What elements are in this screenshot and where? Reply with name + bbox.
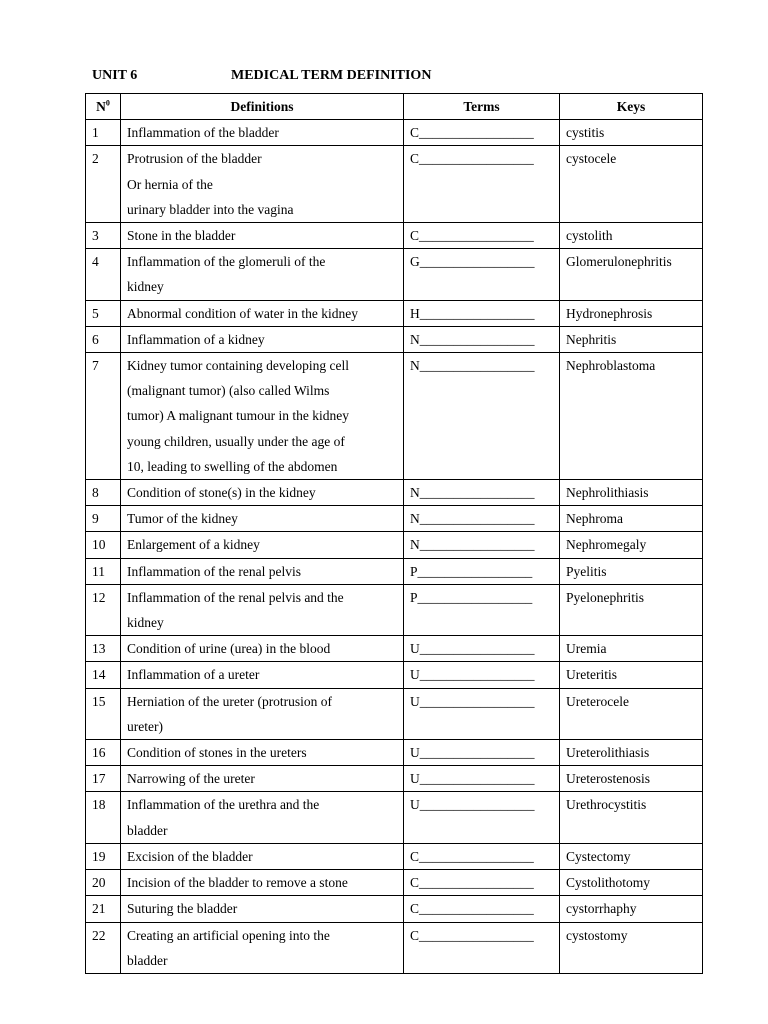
- table-row: [86, 506, 703, 532]
- row-number: 20: [86, 870, 121, 896]
- key-cell: Nephroblastoma: [560, 353, 703, 480]
- key-cell: Ureteritis: [560, 662, 703, 688]
- table-row: [86, 843, 703, 869]
- key-cell: Uremia: [560, 636, 703, 662]
- unit-label: UNIT 6: [92, 68, 138, 83]
- definition-cell: [121, 843, 404, 869]
- term-cell: [404, 792, 560, 843]
- key-cell: Ureterocele: [560, 688, 703, 739]
- row-number: 22: [86, 922, 121, 973]
- row-number: 8: [86, 480, 121, 506]
- definition-cell: [121, 896, 404, 922]
- definition-text: Suturing the bladder: [127, 901, 238, 917]
- term-blank-line: _________________: [419, 358, 535, 374]
- term-cell: [404, 662, 560, 688]
- definition-text: bladder: [127, 822, 168, 838]
- key-cell: Ureterolithiasis: [560, 740, 703, 766]
- term-cell: [404, 326, 560, 352]
- table-row: [86, 249, 703, 300]
- term-blank-line: _________________: [419, 693, 535, 709]
- row-number: 3: [86, 223, 121, 249]
- row-number: 14: [86, 662, 121, 688]
- table-row: [86, 146, 703, 223]
- term-initial-letter: U: [410, 693, 420, 709]
- term-blank-line: _________________: [419, 848, 534, 864]
- definition-cell: [121, 300, 404, 326]
- key-cell: cystocele: [560, 146, 703, 223]
- definition-text: tumor) A malignant tumour in the kidney: [127, 408, 349, 424]
- column-header-definitions: Definitions: [121, 94, 404, 120]
- term-cell: [404, 146, 560, 223]
- term-initial-letter: N: [410, 511, 420, 527]
- term-cell: [404, 506, 560, 532]
- term-blank-line: _________________: [419, 151, 534, 167]
- definition-cell: [121, 506, 404, 532]
- row-number: 7: [86, 353, 121, 480]
- definition-text: Creating an artificial opening into the: [127, 927, 330, 943]
- definition-cell: [121, 922, 404, 973]
- term-initial-letter: N: [410, 331, 420, 347]
- definition-cell: [121, 636, 404, 662]
- term-initial-letter: P: [410, 589, 418, 605]
- term-initial-letter: G: [410, 254, 420, 270]
- term-blank-line: _________________: [419, 797, 535, 813]
- definition-text: Inflammation of the bladder: [127, 125, 279, 141]
- definition-text: Narrowing of the ureter: [127, 771, 255, 787]
- row-number: 6: [86, 326, 121, 352]
- definition-text: Inflammation of the glomeruli of the: [127, 254, 326, 270]
- key-cell: cystorrhaphy: [560, 896, 703, 922]
- table-row: [86, 662, 703, 688]
- term-initial-letter: N: [410, 537, 420, 553]
- definition-text: kidney: [127, 615, 164, 631]
- definition-cell: [121, 558, 404, 584]
- definition-text: Inflammation of a ureter: [127, 667, 260, 683]
- definition-cell: [121, 870, 404, 896]
- definition-text: Condition of urine (urea) in the blood: [127, 641, 331, 657]
- table-header-row: [86, 94, 703, 120]
- row-number: 2: [86, 146, 121, 223]
- definition-text: Protrusion of the bladder: [127, 151, 262, 167]
- definition-cell: [121, 223, 404, 249]
- term-cell: [404, 480, 560, 506]
- table-row: [86, 766, 703, 792]
- column-header-number: [86, 94, 121, 120]
- term-cell: [404, 584, 560, 635]
- row-number: 10: [86, 532, 121, 558]
- term-cell: [404, 249, 560, 300]
- table-row: [86, 532, 703, 558]
- term-cell: [404, 636, 560, 662]
- row-number: 21: [86, 896, 121, 922]
- table-row: [86, 896, 703, 922]
- page-title: MEDICAL TERM DEFINITION: [231, 68, 432, 83]
- row-number: 11: [86, 558, 121, 584]
- key-cell: Cystectomy: [560, 843, 703, 869]
- definition-cell: [121, 532, 404, 558]
- term-initial-letter: C: [410, 151, 420, 167]
- term-blank-line: _________________: [419, 641, 535, 657]
- row-number: 9: [86, 506, 121, 532]
- row-number: 5: [86, 300, 121, 326]
- term-initial-letter: C: [410, 927, 420, 943]
- term-initial-letter: U: [410, 745, 420, 761]
- definition-text: Inflammation of the renal pelvis and the: [127, 589, 344, 605]
- table-row: [86, 688, 703, 739]
- term-initial-letter: U: [410, 771, 420, 787]
- key-cell: Urethrocystitis: [560, 792, 703, 843]
- key-cell: Cystolithotomy: [560, 870, 703, 896]
- term-blank-line: _________________: [419, 667, 535, 683]
- definition-text: Condition of stones in the ureters: [127, 745, 307, 761]
- term-initial-letter: C: [410, 125, 420, 141]
- key-cell: cystolith: [560, 223, 703, 249]
- table-row: [86, 922, 703, 973]
- definition-text: kidney: [127, 279, 164, 295]
- term-cell: [404, 740, 560, 766]
- key-cell: Glomerulonephritis: [560, 249, 703, 300]
- definition-cell: [121, 766, 404, 792]
- table-row: [86, 326, 703, 352]
- definition-cell: [121, 146, 404, 223]
- definition-text: Excision of the bladder: [127, 848, 253, 864]
- row-number: 1: [86, 120, 121, 146]
- definition-cell: [121, 688, 404, 739]
- definition-text: (malignant tumor) (also called Wilms: [127, 383, 330, 399]
- definition-text: Tumor of the kidney: [127, 511, 238, 527]
- term-blank-line: _________________: [419, 228, 534, 244]
- table-row: [86, 870, 703, 896]
- table-row: [86, 636, 703, 662]
- term-cell: [404, 223, 560, 249]
- term-cell: [404, 532, 560, 558]
- definition-text: Condition of stone(s) in the kidney: [127, 485, 316, 501]
- term-blank-line: _________________: [419, 537, 535, 553]
- column-header-number-label: N: [96, 99, 106, 114]
- definition-cell: [121, 662, 404, 688]
- term-initial-letter: H: [410, 305, 420, 321]
- medical-terms-table: [85, 93, 703, 974]
- term-blank-line: _________________: [419, 771, 535, 787]
- table-row: [86, 558, 703, 584]
- definition-text: Inflammation of the renal pelvis: [127, 563, 301, 579]
- term-blank-line: _________________: [419, 485, 535, 501]
- term-cell: [404, 353, 560, 480]
- definition-cell: [121, 353, 404, 480]
- row-number: 15: [86, 688, 121, 739]
- key-cell: cystostomy: [560, 922, 703, 973]
- term-blank-line: _________________: [419, 927, 534, 943]
- table-row: [86, 792, 703, 843]
- term-cell: [404, 896, 560, 922]
- definition-text: Enlargement of a kidney: [127, 537, 260, 553]
- definition-cell: [121, 480, 404, 506]
- table-row: [86, 353, 703, 480]
- table-body: [86, 120, 703, 974]
- key-cell: Ureterostenosis: [560, 766, 703, 792]
- definition-text: urinary bladder into the vagina: [127, 201, 294, 217]
- definition-text: Abnormal condition of water in the kidney: [127, 305, 358, 321]
- column-header-number-superscript: 0: [105, 98, 110, 108]
- term-blank-line: _________________: [419, 305, 535, 321]
- row-number: 19: [86, 843, 121, 869]
- table-row: [86, 120, 703, 146]
- term-initial-letter: C: [410, 875, 420, 891]
- definition-cell: [121, 249, 404, 300]
- definition-text: Incision of the bladder to remove a stone: [127, 875, 348, 891]
- term-initial-letter: N: [410, 358, 420, 374]
- term-cell: [404, 120, 560, 146]
- term-initial-letter: C: [410, 901, 420, 917]
- definition-text: Stone in the bladder: [127, 228, 236, 244]
- definition-text: ureter): [127, 718, 163, 734]
- term-initial-letter: C: [410, 848, 420, 864]
- table-row: [86, 223, 703, 249]
- term-blank-line: _________________: [419, 125, 534, 141]
- term-blank-line: _________________: [417, 589, 533, 605]
- term-blank-line: _________________: [419, 875, 534, 891]
- term-initial-letter: U: [410, 797, 420, 813]
- definition-text: Kidney tumor containing developing cell: [127, 358, 349, 374]
- row-number: 18: [86, 792, 121, 843]
- row-number: 4: [86, 249, 121, 300]
- table-row: [86, 584, 703, 635]
- column-header-keys: Keys: [560, 94, 703, 120]
- row-number: 16: [86, 740, 121, 766]
- row-number: 12: [86, 584, 121, 635]
- definition-cell: [121, 120, 404, 146]
- definition-cell: [121, 584, 404, 635]
- row-number: 13: [86, 636, 121, 662]
- key-cell: Nephrolithiasis: [560, 480, 703, 506]
- term-cell: [404, 766, 560, 792]
- term-initial-letter: P: [410, 563, 418, 579]
- term-blank-line: _________________: [419, 254, 535, 270]
- key-cell: Nephromegaly: [560, 532, 703, 558]
- term-initial-letter: U: [410, 641, 420, 657]
- table-row: [86, 300, 703, 326]
- definition-cell: [121, 792, 404, 843]
- term-blank-line: _________________: [419, 745, 535, 761]
- term-cell: [404, 922, 560, 973]
- term-blank-line: _________________: [419, 331, 535, 347]
- key-cell: Nephritis: [560, 326, 703, 352]
- definition-cell: [121, 740, 404, 766]
- term-cell: [404, 688, 560, 739]
- definition-text: bladder: [127, 952, 168, 968]
- term-blank-line: _________________: [417, 563, 533, 579]
- table-row: [86, 480, 703, 506]
- key-cell: Hydronephrosis: [560, 300, 703, 326]
- key-cell: Pyelonephritis: [560, 584, 703, 635]
- table-row: [86, 740, 703, 766]
- page-heading: [92, 68, 432, 84]
- definition-text: Herniation of the ureter (protrusion of: [127, 693, 333, 709]
- term-cell: [404, 870, 560, 896]
- term-initial-letter: N: [410, 485, 420, 501]
- key-cell: cystitis: [560, 120, 703, 146]
- term-blank-line: _________________: [419, 511, 535, 527]
- definition-text: Inflammation of the urethra and the: [127, 797, 320, 813]
- column-header-terms: Terms: [404, 94, 560, 120]
- definition-text: young children, usually under the age of: [127, 433, 345, 449]
- definition-text: Or hernia of the: [127, 176, 213, 192]
- term-cell: [404, 300, 560, 326]
- term-initial-letter: C: [410, 228, 420, 244]
- term-blank-line: _________________: [419, 901, 534, 917]
- definition-text: 10, leading to swelling of the abdomen: [127, 458, 338, 474]
- definition-text: Inflammation of a kidney: [127, 331, 265, 347]
- term-initial-letter: U: [410, 667, 420, 683]
- term-cell: [404, 558, 560, 584]
- definition-cell: [121, 326, 404, 352]
- key-cell: Nephroma: [560, 506, 703, 532]
- key-cell: Pyelitis: [560, 558, 703, 584]
- term-cell: [404, 843, 560, 869]
- row-number: 17: [86, 766, 121, 792]
